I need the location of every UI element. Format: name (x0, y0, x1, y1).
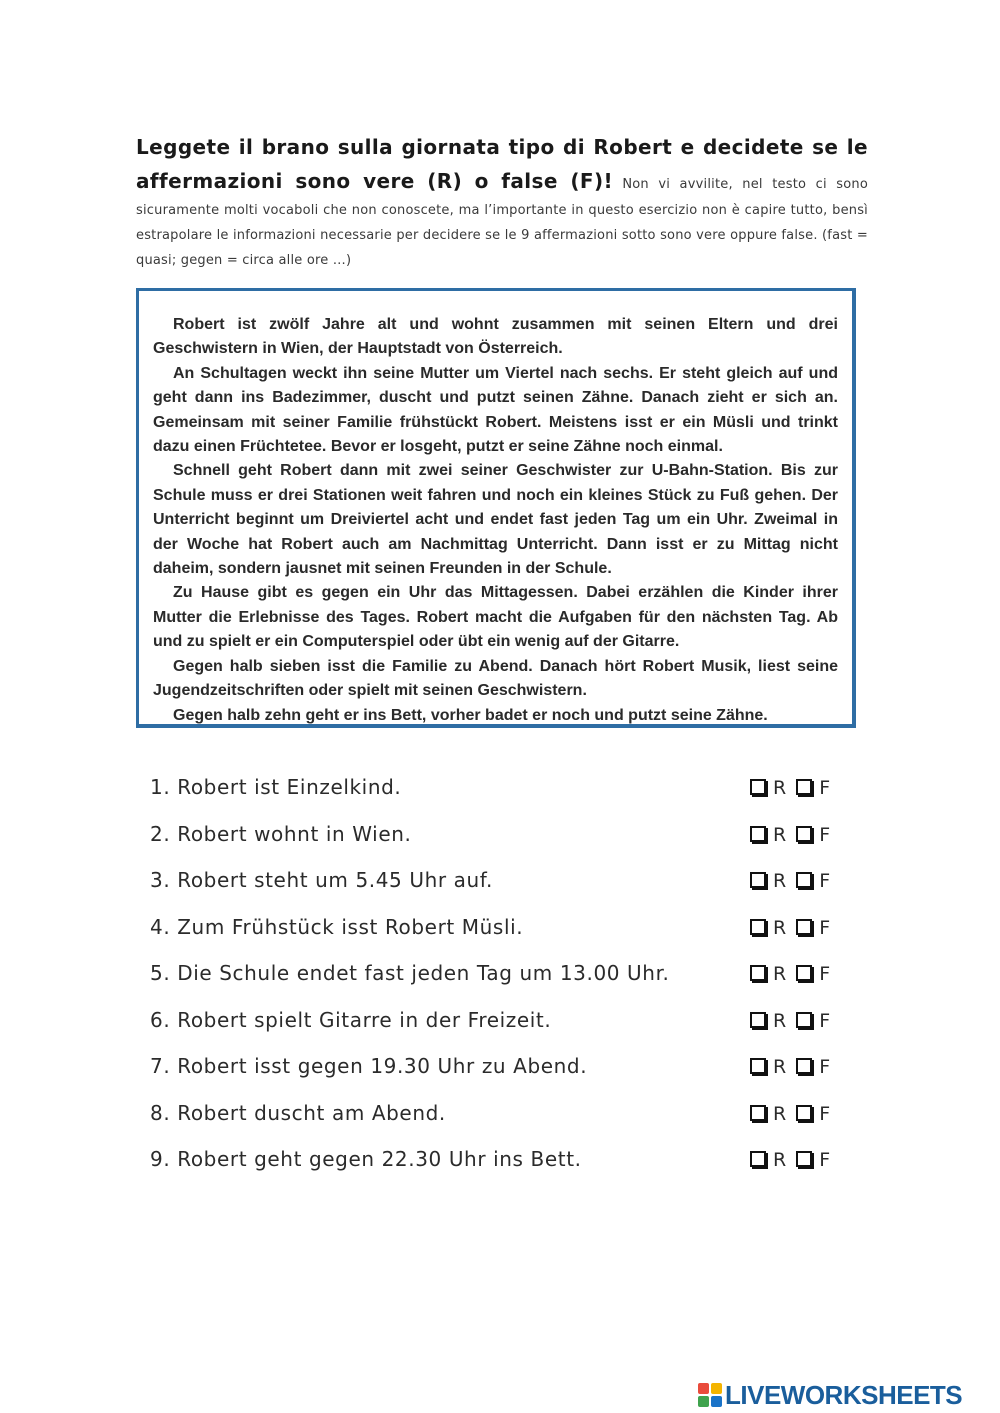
statement-item (150, 904, 850, 951)
false-label: F (819, 1056, 831, 1078)
statement-item (150, 811, 850, 858)
reading-paragraph: Zu Hause gibt es gegen ein Uhr das Mittagessen. Dabei erzählen die Kinder ihrer Mutter die Erlebnisse des Tages. Robert macht die Aufgaben für den nächsten Tag. Ab und zu spielt er ein Computerspiel oder übt ein wenig auf der Gitarre. (153, 584, 838, 651)
checkbox-false[interactable] (796, 1151, 812, 1167)
true-false-choices (750, 1090, 840, 1137)
statement-item (150, 997, 850, 1044)
true-false-choices (750, 811, 840, 858)
liveworksheets-logo-icon (698, 1383, 722, 1407)
checkbox-true[interactable] (750, 872, 766, 888)
instructions-lead: Leggete il brano sulla giornata tipo di Robert e decidete se le affermazioni sono vere (R) o false (F)! (136, 135, 868, 193)
checkbox-true[interactable] (750, 1151, 766, 1167)
true-false-choices (750, 950, 840, 997)
true-label: R (773, 1009, 787, 1032)
false-label: F (819, 870, 831, 892)
true-label: R (773, 1149, 787, 1171)
checkbox-true[interactable] (750, 826, 766, 842)
statement-item (150, 950, 850, 997)
statement-text: 2. Robert wohnt in Wien. (150, 821, 412, 846)
checkbox-true[interactable] (750, 965, 766, 981)
checkbox-false[interactable] (796, 965, 812, 981)
statement-text: 9. Robert geht gegen 22.30 Uhr ins Bett. (150, 1147, 582, 1171)
checkbox-false[interactable] (796, 919, 812, 935)
statement-text: 8. Robert duscht am Abend. (150, 1100, 446, 1125)
true-label: R (773, 777, 787, 799)
false-label: F (819, 777, 831, 799)
instructions-detail: Non vi avvilite, nel testo ci sono sicuramente molti vocaboli che non conoscete, ma l’importante in questo esercizio non è capire tutto, bensì estrapolare le informazioni necessarie per decidere se le 9 affermazioni sotto sono vere oppure false. (fast = quasi; gegen = circa alle ore …) (136, 177, 869, 268)
checkbox-true[interactable] (750, 779, 766, 795)
true-false-choices (750, 1136, 840, 1183)
checkbox-true[interactable] (750, 1058, 766, 1074)
true-label: R (773, 916, 787, 939)
logo-square-blue (711, 1396, 722, 1407)
checkbox-true[interactable] (750, 1105, 766, 1121)
reading-paragraph: Schnell geht Robert dann mit zwei seiner Geschwister zur U-Bahn-Station. Bis zur Schule muss er drei Stationen weit fahren und noch ein kleines Stück zu Fuß gehen. Der Unterricht beginnt um Dreiviertel acht und endet fast jeden Tag um ein Uhr. Zweimal in der Woche hat Robert auch am Nachmittag Unterricht. Dann isst er zu Mittag nicht daheim, sondern jausnet mit seinen Freunden in der Schule. (153, 462, 838, 578)
logo-square-red (698, 1383, 709, 1394)
true-false-choices (750, 857, 840, 904)
statement-item (150, 857, 850, 904)
true-false-choices (750, 997, 840, 1044)
true-label: R (773, 963, 787, 985)
statement-item (150, 1043, 850, 1090)
true-false-choices (750, 1043, 840, 1090)
false-label: F (819, 1149, 831, 1171)
checkbox-false[interactable] (796, 1012, 812, 1028)
true-false-choices (750, 764, 840, 811)
liveworksheets-wordmark: LIVEWORKSHEETS (725, 1379, 963, 1410)
instructions (136, 130, 868, 273)
false-label: F (819, 1102, 831, 1125)
statement-item (150, 764, 850, 811)
statement-item (150, 1090, 850, 1137)
reading-paragraph: An Schultagen weckt ihn seine Mutter um Viertel nach sechs. Er steht gleich auf und geht dann ins Badezimmer, duscht und putzt seinen Zähne. Danach zieht er sich an. Gemeinsam mit seiner Familie frühstückt Robert. Meistens isst er ein Müsli und trinkt dazu einen Früchtetee. Bevor er losgeht, putzt er seine Zähne noch einmal. (153, 364, 838, 456)
checkbox-false[interactable] (796, 872, 812, 888)
true-label: R (773, 870, 787, 892)
checkbox-true[interactable] (750, 1012, 766, 1028)
checkbox-false[interactable] (796, 779, 812, 795)
checkbox-true[interactable] (750, 919, 766, 935)
reading-paragraph: Gegen halb zehn geht er ins Bett, vorher badet er noch und putzt seine Zähne. (173, 706, 768, 724)
statement-text: 3. Robert steht um 5.45 Uhr auf. (150, 868, 493, 892)
statement-text: 4. Zum Frühstück isst Robert Müsli. (150, 914, 524, 939)
false-label: F (819, 963, 831, 985)
statement-list (150, 764, 850, 1183)
false-label: F (819, 823, 831, 846)
statement-item (150, 1136, 850, 1183)
checkbox-false[interactable] (796, 1105, 812, 1121)
false-label: F (819, 1009, 831, 1032)
true-label: R (773, 1102, 787, 1125)
reading-text-box (136, 288, 856, 728)
false-label: F (819, 916, 831, 939)
true-label: R (773, 1056, 787, 1078)
checkbox-false[interactable] (796, 1058, 812, 1074)
statement-text: 7. Robert isst gegen 19.30 Uhr zu Abend. (150, 1054, 588, 1078)
statement-text: 5. Die Schule endet fast jeden Tag um 13.00 Uhr. (150, 961, 670, 985)
true-false-choices (750, 904, 840, 951)
statement-text: 1. Robert ist Einzelkind. (150, 775, 402, 799)
logo-square-yellow (711, 1383, 722, 1394)
reading-paragraph: Robert ist zwölf Jahre alt und wohnt zusammen mit seinen Eltern und drei Geschwistern in Wien, der Hauptstadt von Österreich. (153, 316, 838, 358)
true-label: R (773, 823, 787, 846)
checkbox-false[interactable] (796, 826, 812, 842)
reading-paragraph: Gegen halb sieben isst die Familie zu Abend. Danach hört Robert Musik, liest seine Jugendzeitschriften oder spielt mit seinen Geschwistern. (153, 657, 838, 700)
logo-square-green (698, 1396, 709, 1407)
liveworksheets-logo (698, 1378, 962, 1412)
statement-text: 6. Robert spielt Gitarre in der Freizeit. (150, 1007, 552, 1032)
